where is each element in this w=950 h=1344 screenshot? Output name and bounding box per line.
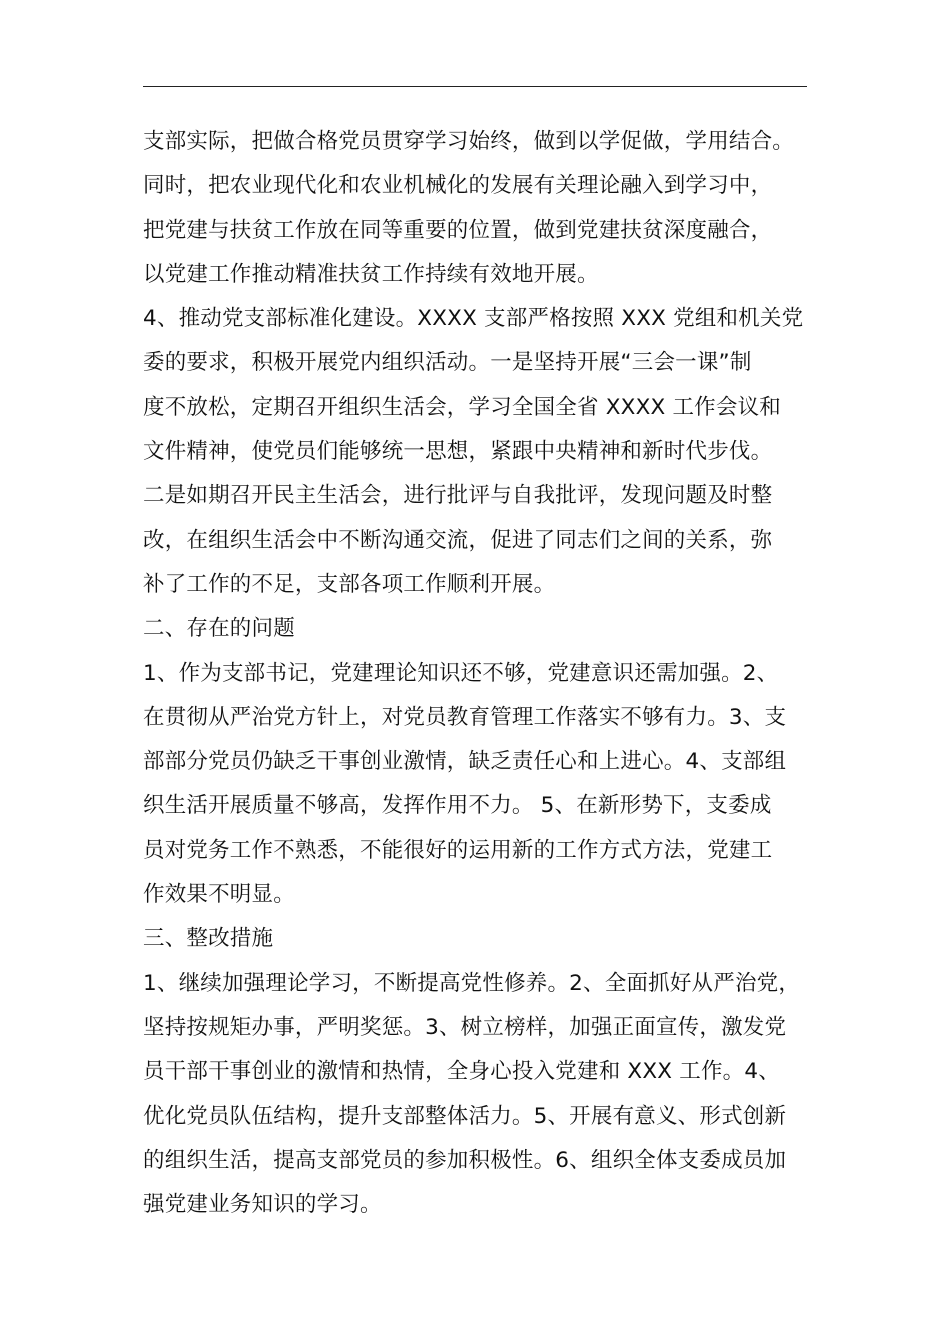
text-line: 作效果不明显。 <box>143 882 295 908</box>
text-line: 以党建工作推动精准扶贫工作持续有效地开展。 <box>143 261 599 287</box>
header-rule <box>143 86 807 87</box>
text-line: 补了工作的不足，支部各项工作顺利开展。 <box>143 571 556 597</box>
text-line: 二是如期召开民主生活会，进行批评与自我批评，发现问题及时整 <box>143 483 773 509</box>
text-line: 改，在组织生活会中不断沟通交流，促进了同志们之间的关系，弥 <box>143 527 773 553</box>
text-line: 织生活开展质量不够高，发挥作用不力。 5、在新形势下，支委成 <box>143 793 772 819</box>
text-line: 员对党务工作不熟悉，不能很好的运用新的工作方式方法，党建工 <box>143 837 773 863</box>
text-line: 在贯彻从严治党方针上，对党员教育管理工作落实不够有力。3、支 <box>143 704 787 730</box>
text-line: 把党建与扶贫工作放在同等重要的位置，做到党建扶贫深度融合， <box>143 217 773 243</box>
text-line: 委的要求，积极开展党内组织活动。一是坚持开展“三会一课”制 <box>143 350 752 376</box>
text-line: 度不放松，定期召开组织生活会，学习全国全省 XXXX 工作会议和 <box>143 394 781 420</box>
text-line: 支部实际，把做合格党员贯穿学习始终，做到以学促做，学用结合。 <box>143 129 795 154</box>
text-line: 员干部干事创业的激情和热情，全身心投入党建和 XXX 工作。4、 <box>143 1059 780 1085</box>
text-line: 4、推动党支部标准化建设。XXXX 支部严格按照 XXX 党组和机关党 <box>143 306 804 332</box>
text-line: 强党建业务知识的学习。 <box>143 1192 382 1218</box>
text-line: 的组织生活，提高支部党员的参加积极性。6、组织全体支委成员加 <box>143 1147 787 1173</box>
section-heading: 二、存在的问题 <box>143 616 295 642</box>
text-line: 部部分党员仍缺乏干事创业激情，缺乏责任心和上进心。4、支部组 <box>143 749 787 775</box>
text-line: 优化党员队伍结构，提升支部整体活力。5、开展有意义、形式创新 <box>143 1103 787 1129</box>
text-line: 同时，把农业现代化和农业机械化的发展有关理论融入到学习中， <box>143 173 773 199</box>
text-line: 文件精神，使党员们能够统一思想，紧跟中央精神和新时代步伐。 <box>143 439 773 465</box>
document-body <box>143 120 815 1227</box>
text-line: 1、继续加强理论学习，不断提高党性修养。2、全面抓好从严治党， <box>143 970 801 996</box>
text-line: 1、作为支部书记，党建理论知识还不够，党建意识还需加强。2、 <box>143 660 779 686</box>
section-heading: 三、整改措施 <box>143 926 274 952</box>
text-line: 坚持按规矩办事，严明奖惩。3、树立榜样，加强正面宣传，激发党 <box>143 1014 787 1040</box>
